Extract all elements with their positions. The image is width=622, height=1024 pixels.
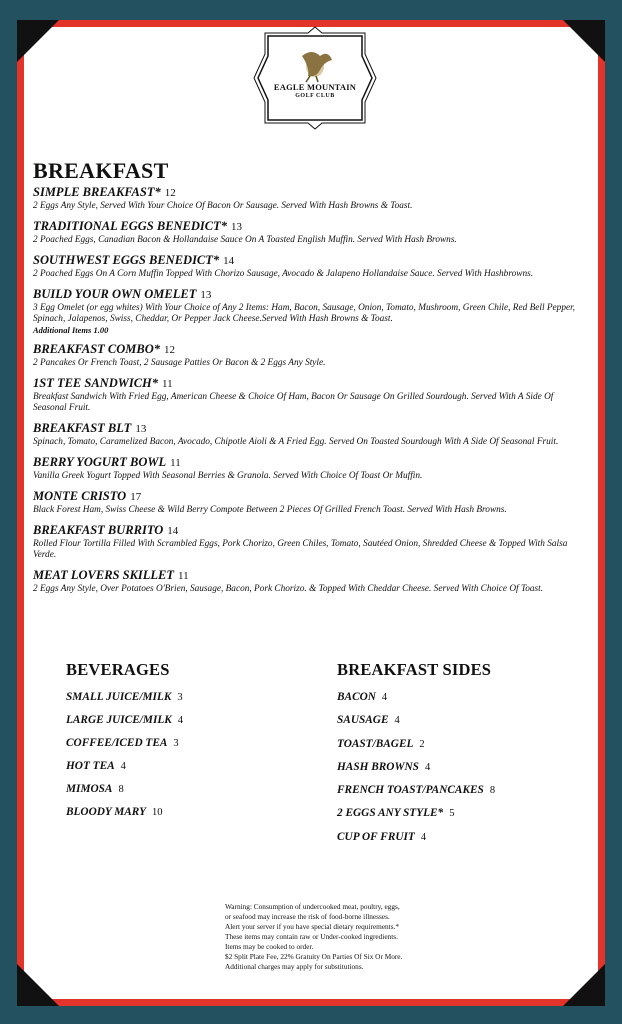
- item-price: 12: [164, 344, 176, 356]
- breakfast-items-list: [33, 185, 583, 602]
- side-row: [337, 808, 577, 819]
- side-price: 4: [381, 692, 388, 703]
- menu-item: [33, 568, 583, 595]
- item-price: 11: [162, 378, 173, 390]
- beverage-price: 8: [118, 784, 124, 795]
- item-price: 13: [200, 289, 212, 301]
- menu-item: [33, 523, 583, 561]
- item-price: 12: [164, 187, 176, 199]
- beverage-name: MIMOSA: [66, 783, 113, 795]
- item-name: BERRY YOGURT BOWL: [33, 455, 167, 469]
- side-row: [337, 832, 577, 843]
- item-name: SOUTHWEST EGGS BENEDICT*: [33, 253, 220, 267]
- item-name: BUILD YOUR OWN OMELET: [33, 287, 197, 301]
- item-name: MEAT LOVERS SKILLET: [33, 568, 175, 582]
- corner-ornament-top-left: [17, 20, 59, 62]
- side-price: 4: [424, 761, 431, 773]
- menu-item: [33, 376, 583, 414]
- corner-ornament-top-right: [563, 20, 605, 62]
- item-description: Spinach, Tomato, Caramelized Bacon, Avocado, Chipotle Aioli & A Fried Egg. Served On Toasted Sourdough With A Side Of Seasonal Fruit.: [33, 437, 559, 447]
- item-description: 2 Pancakes Or French Toast, 2 Sausage Patties Or Bacon & 2 Eggs Any Style.: [33, 358, 326, 368]
- side-price: 5: [449, 808, 455, 820]
- item-name: BREAKFAST COMBO*: [33, 342, 161, 356]
- beverage-name: HOT TEA: [66, 760, 115, 772]
- item-description: Black Forest Ham, Swiss Cheese & Wild Berry Compote Between 2 Pieces Of Grilled French Toast. Served With Hash Browns.: [33, 505, 507, 515]
- breakfast-title: BREAKFAST: [33, 158, 169, 183]
- side-row: [337, 692, 577, 703]
- breakfast-sides-section: [337, 660, 577, 855]
- item-description: Rolled Flour Tortilla Filled With Scrambled Eggs, Pork Chorizo, Green Chiles, Tomato, Sautéed Onion, Shredded Cheese & Topped With Salsa Verde.: [33, 539, 568, 560]
- item-price: 11: [170, 457, 181, 469]
- side-row: [337, 715, 577, 726]
- logo-frame-icon: [250, 26, 380, 130]
- logo-title: EAGLE MOUNTAIN: [273, 82, 357, 92]
- item-price: 17: [130, 491, 142, 503]
- menu-item: [33, 253, 583, 280]
- menu-item: [33, 342, 583, 369]
- item-price: 14: [223, 255, 235, 267]
- beverage-row: [66, 761, 286, 772]
- side-name: CUP OF FRUIT: [337, 830, 415, 843]
- menu-item: [33, 421, 583, 448]
- item-description: 2 Eggs Any Style, Over Potatoes O'Brien, Sausage, Bacon, Pork Chorizo. & Topped With Cheddar Cheese. Served With Choice Of Toast.: [33, 584, 544, 594]
- menu-item: [33, 455, 583, 482]
- item-description: 3 Egg Omelet (or egg whites) With Your Choice of Any 2 Items: Ham, Bacon, Sausage, Onion, Tomato, Mushroom, Green Chile, Red Bell Pepper, Spinach, Jalapenos, Swiss, Cheddar, Or Pepper Jack Cheese.Served With Hash Browns & Toast.: [33, 303, 576, 324]
- beverage-row: [66, 738, 286, 749]
- item-name: BREAKFAST BLT: [33, 421, 132, 435]
- item-description: Breakfast Sandwich With Fried Egg, American Cheese & Choice Of Ham, Bacon Or Sausage On Grilled Sourdough. Served With A Side Of Seasonal Fruit.: [33, 392, 554, 413]
- item-name: BREAKFAST BURRITO: [33, 523, 164, 537]
- beverage-name: BLOODY MARY: [66, 806, 147, 818]
- menu-item: [33, 489, 583, 516]
- beverage-price: 10: [152, 807, 163, 818]
- side-name: HASH BROWNS: [337, 760, 419, 773]
- side-row: [337, 762, 577, 773]
- side-name: SAUSAGE: [337, 714, 389, 727]
- item-additional-note: Additional Items 1.00: [33, 325, 109, 335]
- menu-item: [33, 219, 583, 246]
- beverage-price: 3: [173, 738, 179, 749]
- item-price: 11: [178, 570, 189, 582]
- beverages-section: [66, 660, 286, 830]
- menu-item: [33, 287, 583, 335]
- beverage-price: 3: [177, 692, 183, 703]
- side-row: [337, 739, 577, 750]
- side-name: BACON: [337, 691, 376, 703]
- beverage-row: [66, 784, 286, 795]
- item-description: 2 Poached Eggs, Canadian Bacon & Hollandaise Sauce On A Toasted English Muffin. Served With Hash Browns.: [33, 235, 457, 245]
- beverage-price: 4: [177, 715, 184, 726]
- item-name: SIMPLE BREAKFAST*: [33, 185, 161, 199]
- beverage-name: SMALL JUICE/MILK: [66, 691, 172, 703]
- club-logo: [250, 26, 380, 130]
- item-name: MONTE CRISTO: [33, 489, 127, 503]
- side-price: 4: [420, 831, 427, 843]
- sides-title: BREAKFAST SIDES: [337, 660, 492, 679]
- menu-item: [33, 185, 583, 212]
- corner-ornament-bottom-left: [17, 964, 59, 1006]
- warning-text: Warning: Consumption of undercooked meat, poultry, eggs, or seafood may increase the risk of food-borne illnesses. Alert your server if you have special dietary requirements.* These items may contain raw or Under-cooked ingredients. Items may be cooked to order.: [225, 902, 400, 951]
- beverage-row: [66, 807, 286, 818]
- beverages-title: BEVERAGES: [66, 660, 170, 679]
- item-price: 13: [135, 423, 147, 435]
- beverage-name: LARGE JUICE/MILK: [66, 714, 172, 726]
- item-name: 1ST TEE SANDWICH*: [33, 376, 159, 390]
- beverage-row: [66, 715, 286, 726]
- item-price: 14: [167, 525, 179, 537]
- beverage-row: [66, 692, 286, 703]
- corner-ornament-bottom-right: [563, 964, 605, 1006]
- side-row: [337, 785, 577, 796]
- side-price: 4: [394, 715, 400, 727]
- side-price: 2: [419, 738, 425, 750]
- fees-text: $2 Split Plate Fee, 22% Gratuity On Parties Of Six Or More. Additional charges may apply for substitutions.: [225, 952, 403, 971]
- item-description: 2 Poached Eggs On A Corn Muffin Topped With Chorizo Sausage, Avocado & Jalapeno Hollandaise Sauce. Served With Hashbrowns.: [33, 269, 534, 279]
- beverage-name: COFFEE/ICED TEA: [66, 737, 168, 749]
- side-name: FRENCH TOAST/PANCAKES: [337, 784, 484, 797]
- side-name: TOAST/BAGEL: [337, 737, 414, 750]
- logo-subtitle: GOLF CLUB: [295, 93, 335, 99]
- item-description: Vanilla Greek Yogurt Topped With Seasonal Berries & Granola. Served With Choice Of Toast Or Muffin.: [33, 471, 423, 481]
- item-name: TRADITIONAL EGGS BENEDICT*: [33, 219, 228, 233]
- side-price: 8: [489, 785, 496, 797]
- side-name: 2 EGGS ANY STYLE*: [337, 807, 444, 820]
- beverage-price: 4: [120, 761, 126, 772]
- item-price: 13: [231, 221, 243, 233]
- allergy-warning: [225, 902, 405, 972]
- item-description: 2 Eggs Any Style, Served With Your Choice Of Bacon Or Sausage. Served With Hash Browns & Toast.: [33, 201, 413, 211]
